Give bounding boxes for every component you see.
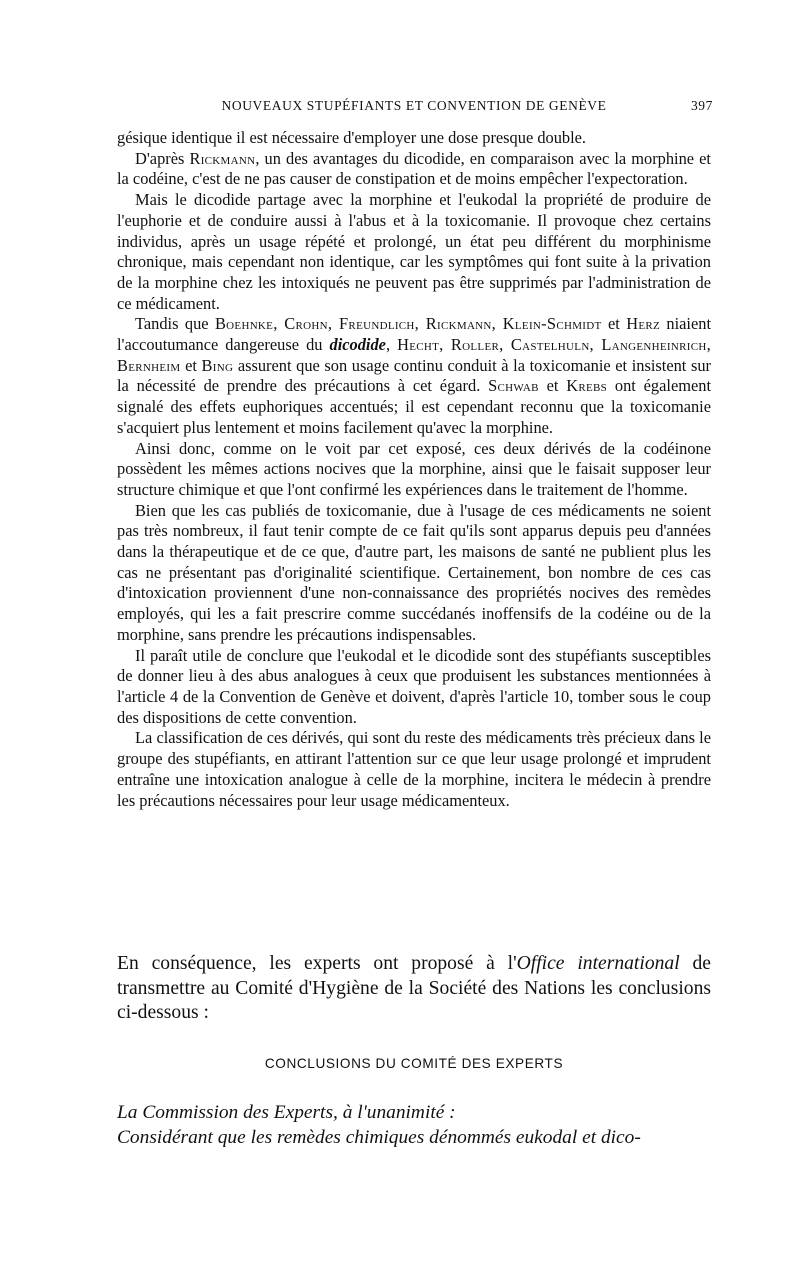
text-run: ont également signalé des effets euphoriques accentués; il est cependant reconnu que la toxicomanie s'acquiert plus lentement et moins facilement qu'avec la morphine. xyxy=(117,376,711,437)
running-title: NOUVEAUX STUPÉFIANTS ET CONVENTION DE GENÈVE xyxy=(221,98,607,113)
text-run: gésique identique il est nécessaire d'employer une dose presque double. xyxy=(117,128,587,147)
resolution-text xyxy=(117,1100,711,1150)
author-names: Boehnke, Crohn, Freundlich, Rickmann, Klein-Schmidt xyxy=(214,314,602,334)
text-run: et xyxy=(601,314,627,334)
text-run: et xyxy=(180,355,202,375)
transmission-text-after: de transmettre au Comité d'Hygiène de la Société des Nations les conclusions ci-dessous : xyxy=(117,953,711,1023)
conclusions-heading: CONCLUSIONS DU COMITÉ DES EXPERTS xyxy=(264,1056,564,1071)
commission-line: La Commission des Experts, à l'unanimité : xyxy=(117,1102,456,1123)
body-paragraph xyxy=(117,149,711,190)
text-run: Ainsi donc, comme on le voit par cet exposé, ces deux dérivés de la codéinone possèdent les mêmes actions nocives que la morphine, ainsi que le faisait supposer leur structure chimique et que l'ont confirmé les expériences dans le traitement de l'homme. xyxy=(117,438,711,499)
body-paragraph xyxy=(117,439,711,501)
body-paragraph xyxy=(117,190,711,314)
text-run: niaient l'accoutumance dangereuse du xyxy=(117,314,712,355)
transmission-paragraph xyxy=(117,952,711,1026)
text-run: Mais le dicodide partage avec la morphine et l'eukodal la propriété de produire de l'euphorie et de conduire aussi à l'abus et à la toxicomanie. Il provoque chez certains individus, après un usage répété et prolongé, un état peu différent du morphinisme chronique, mais cependant non identique, car les symptômes qui font suite à la privation de la morphine chez les intoxiqués ne peuvent pas être supprimés par l'administration de ce médicament. xyxy=(117,190,711,313)
body-paragraph xyxy=(117,314,711,438)
body-text xyxy=(117,128,711,811)
text-run: assurent que son usage continu conduit à la toxicomanie et insistent sur la nécessité de prendre des précautions à cet égard. xyxy=(117,355,711,396)
text-run: La classification de ces dérivés, qui sont du reste des médicaments très précieux dans le groupe des stupéfiants, en attirant l'attention sur ce que leur usage prolongé et imprudent entraîne une intoxication analogue à celle de la morphine, incitera le médecin à prendre les précautions nécessaires pour leur usage médicamenteux. xyxy=(117,728,711,810)
author-names: Herz xyxy=(626,314,660,334)
author-names: Krebs xyxy=(566,376,608,396)
author-names: Schwab xyxy=(488,376,539,396)
text-run: D'après xyxy=(135,148,190,168)
office-international-emphasis: Office international xyxy=(516,953,680,974)
author-names: Rickmann xyxy=(189,148,256,168)
text-run: Il paraît utile de conclure que l'eukodal et le dicodide sont des stupéfiants susceptibles de donner lieu à des abus analogues à ceux que produisent les substances mentionnées à l'article 4 de la Convention de Genève et doivent, d'après l'article 10, tomber sous le coup des dispositions de cette convention. xyxy=(117,645,711,727)
emphasized-term: dicodide xyxy=(329,335,386,355)
considerant-line: Considérant que les remèdes chimiques dénommés eukodal et dico- xyxy=(117,1127,641,1148)
body-paragraph xyxy=(117,646,711,729)
text-run: et xyxy=(538,376,567,396)
text-run: Bien que les cas publiés de toxicomanie, due à l'usage de ces médicaments ne soient pas très nombreux, il faut tenir compte de ce fait qu'ils sont apparus depuis peu d'années dans la thérapeutique et de ce que, d'autre part, les maisons de santé ne publient plus les cas ne présentant pas d'originalité scientifique. Certainement, bon nombre de ces cas d'intoxication proviennent d'une non-connaissance des propriétés nocives des remèdes employés, qui les a fait prescrire comme succédanés inoffensifs de la codéine ou de la morphine, sans prendre les précautions indispensables. xyxy=(117,500,711,644)
body-paragraph xyxy=(117,128,711,149)
text-run: , xyxy=(385,335,398,355)
author-names: Hecht, Roller, Castelhuln, Langenheinrich, Bernheim xyxy=(117,335,711,375)
text-run: Tandis que xyxy=(135,314,215,334)
body-paragraph xyxy=(117,728,711,811)
body-paragraph xyxy=(117,501,711,646)
page-number: 397 xyxy=(690,98,713,113)
running-header xyxy=(115,98,713,120)
author-names: Bing xyxy=(201,355,234,375)
transmission-text-before: En conséquence, les experts ont proposé à l' xyxy=(117,953,517,974)
text-run: , un des avantages du dicodide, en comparaison avec la morphine et la codéine, c'est de ne pas causer de constipation et de moins empêcher l'expectoration. xyxy=(117,148,711,189)
